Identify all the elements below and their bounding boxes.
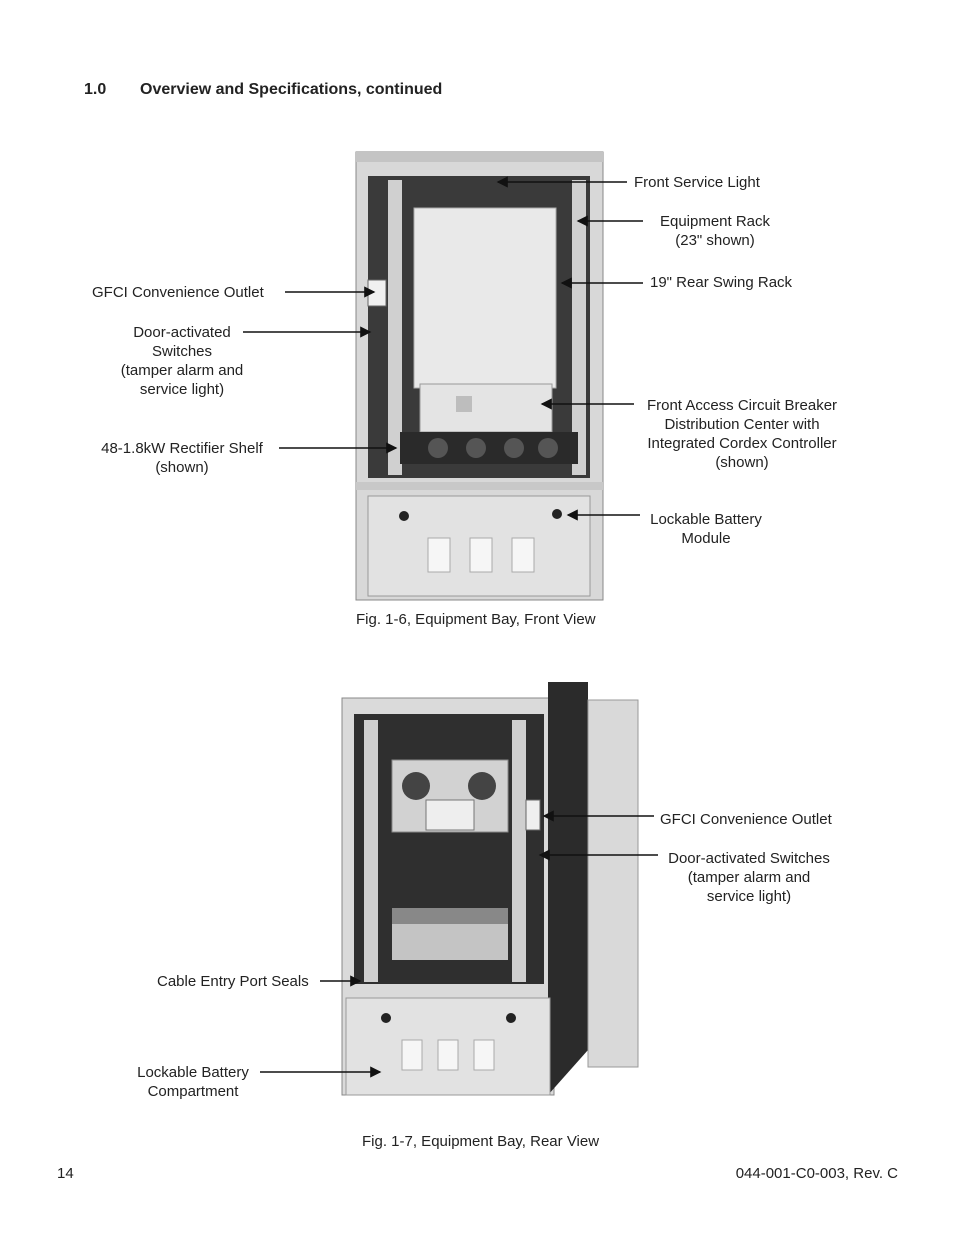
equipment-rack-line-2: (23" shown) <box>675 232 755 249</box>
breaker-center-line-3: Integrated Cordex Controller <box>647 435 837 452</box>
section-number: 1.0 <box>84 81 107 98</box>
front-gfci-outlet-label: GFCI Convenience Outlet <box>92 284 264 301</box>
front-door-switches-label <box>102 323 262 399</box>
front-door-switches-line-4: service light) <box>139 381 225 398</box>
battery-compartment-label <box>124 1063 262 1101</box>
page-number: 14 <box>57 1165 74 1182</box>
front-figure-caption: Fig. 1-6, Equipment Bay, Front View <box>356 611 596 628</box>
breaker-center-line-2: Distribution Center with <box>664 416 820 433</box>
battery-compartment-line-1: Lockable Battery <box>137 1064 249 1081</box>
rear-door-switches-line-3: service light) <box>706 888 792 905</box>
breaker-center-line-4: (shown) <box>715 454 769 471</box>
equipment-rack-label <box>645 212 785 250</box>
equipment-rack-line-1: Equipment Rack <box>659 213 771 230</box>
cable-seals-label: Cable Entry Port Seals <box>157 973 309 990</box>
document-id: 044-001-C0-003, Rev. C <box>735 1165 898 1182</box>
rear-door-switches-line-2: (tamper alarm and <box>687 869 811 886</box>
section-title: Overview and Specifications, continued <box>140 81 443 98</box>
breaker-center-line-1: Front Access Circuit Breaker <box>646 397 838 414</box>
battery-module-line-2: Module <box>681 530 731 547</box>
rear-swing-rack-label: 19" Rear Swing Rack <box>650 274 793 291</box>
rectifier-shelf-line-1: 48-1.8kW Rectifier Shelf <box>101 440 263 457</box>
rectifier-shelf-line-2: (shown) <box>155 459 209 476</box>
front-service-light-label: Front Service Light <box>634 174 760 191</box>
rectifier-shelf-label <box>92 439 272 477</box>
battery-module-label <box>636 510 776 548</box>
rear-gfci-outlet-label: GFCI Convenience Outlet <box>660 811 832 828</box>
battery-module-line-1: Lockable Battery <box>650 511 762 528</box>
front-door-switches-line-3: (tamper alarm and <box>120 362 244 379</box>
front-door-switches-line-1: Door-activated <box>133 324 231 341</box>
front-door-switches-line-2: Switches <box>151 343 213 360</box>
front-cabinet <box>356 152 603 600</box>
rear-door-switches-line-1: Door-activated Switches <box>668 850 830 867</box>
rear-cabinet <box>342 682 638 1095</box>
rear-door-switches-label <box>656 849 842 906</box>
breaker-center-label <box>637 396 847 472</box>
battery-compartment-line-2: Compartment <box>147 1083 239 1100</box>
rear-figure-caption: Fig. 1-7, Equipment Bay, Rear View <box>362 1133 600 1150</box>
